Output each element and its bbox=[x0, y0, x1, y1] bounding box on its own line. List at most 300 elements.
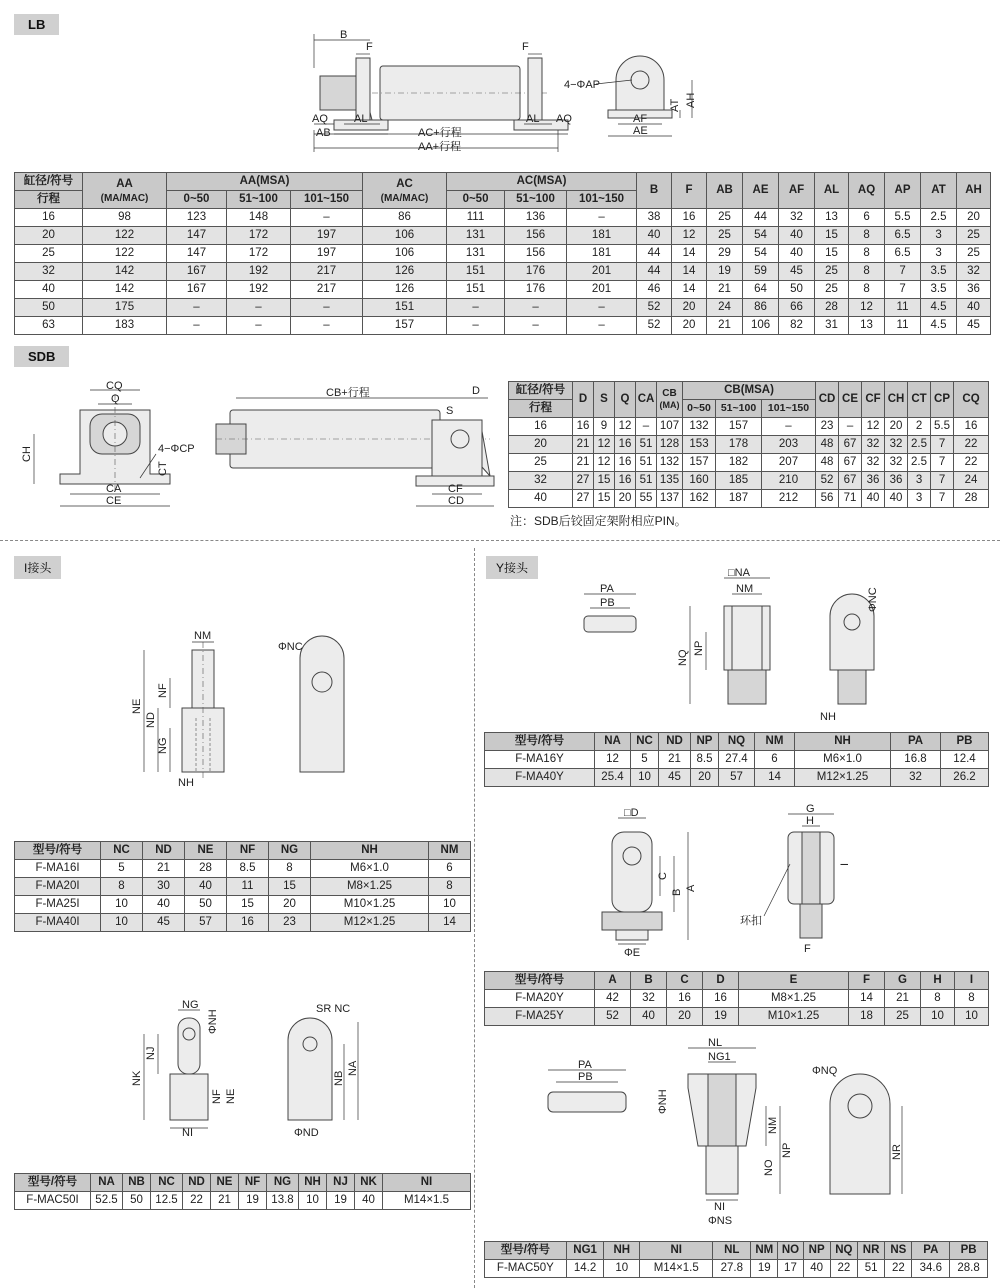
y-joint-shank bbox=[728, 670, 766, 704]
y3-label-nr: NR bbox=[891, 1144, 903, 1160]
table-cell: 12 bbox=[615, 418, 636, 436]
section-tag-sdb: SDB bbox=[14, 346, 69, 367]
i-table2-header bbox=[15, 1174, 471, 1192]
table-cell: 6 bbox=[849, 209, 885, 227]
drawing-shape bbox=[451, 430, 469, 448]
table-cell: 212 bbox=[762, 490, 816, 508]
i-table1-col-0: 型号/符号 bbox=[15, 842, 101, 860]
table-cell: – bbox=[167, 317, 227, 335]
y-table3-col-12: PB bbox=[950, 1242, 988, 1260]
table-cell: 50 bbox=[779, 281, 815, 299]
table-cell: 7 bbox=[885, 281, 921, 299]
lb-label-f1: F bbox=[366, 41, 373, 53]
sdb-th-s: S bbox=[594, 382, 615, 418]
table-cell: – bbox=[762, 418, 816, 436]
table-cell: 21 bbox=[573, 454, 594, 472]
y-joint-table-1 bbox=[484, 732, 989, 787]
table-cell: 12 bbox=[595, 751, 631, 769]
table-cell: 21 bbox=[143, 860, 185, 878]
table-cell: 28 bbox=[815, 299, 849, 317]
table-cell: 82 bbox=[779, 317, 815, 335]
lb-th-aa-sub: (MA/MAC) bbox=[100, 193, 149, 204]
table-cell: M14×1.5 bbox=[383, 1192, 471, 1210]
table-row bbox=[509, 490, 989, 508]
y-table2-col-8: H bbox=[921, 972, 955, 990]
table-cell: 40 bbox=[631, 1008, 667, 1026]
y-table2-col-0: 型号/符号 bbox=[485, 972, 595, 990]
sdb-th-cb-sub: (MA) bbox=[659, 400, 680, 410]
y-table2-col-4: D bbox=[703, 972, 739, 990]
y-table3-body bbox=[485, 1260, 988, 1278]
table-cell: F-MA40I bbox=[15, 914, 101, 932]
lb-th-ac-r2: 51~100 bbox=[505, 191, 567, 209]
table-row bbox=[15, 878, 471, 896]
drawing-shape bbox=[800, 904, 822, 938]
sdb-th-r1: 0~50 bbox=[683, 400, 716, 418]
section-tag-i-joint: I接头 bbox=[14, 556, 61, 579]
table-cell: 32 bbox=[779, 209, 815, 227]
table-cell: F-MA25Y bbox=[485, 1008, 595, 1026]
table-cell: 25 bbox=[957, 227, 991, 245]
y-table2-header bbox=[485, 972, 989, 990]
table-cell: 66 bbox=[779, 299, 815, 317]
table-cell: 51 bbox=[636, 436, 657, 454]
table-cell: 15 bbox=[227, 896, 269, 914]
table-cell: 20 bbox=[269, 896, 311, 914]
table-cell: 21 bbox=[211, 1192, 239, 1210]
lb-label-ah: AH bbox=[685, 92, 697, 108]
i-table1-col-7: NM bbox=[429, 842, 471, 860]
lb-label-al2: AL bbox=[526, 113, 540, 125]
table-cell: 26.2 bbox=[941, 769, 989, 787]
table-cell: 132 bbox=[657, 454, 683, 472]
table-cell: – bbox=[505, 317, 567, 335]
table-cell: 19 bbox=[327, 1192, 355, 1210]
lb-label-f2: F bbox=[522, 41, 529, 53]
i-table1-col-5: NG bbox=[269, 842, 311, 860]
i-table2-col-4: ND bbox=[183, 1174, 211, 1192]
sdb-label-cb: CB+行程 bbox=[326, 387, 370, 399]
table-cell: 156 bbox=[505, 227, 567, 245]
table-cell: 6.5 bbox=[885, 245, 921, 263]
table-cell: 46 bbox=[637, 281, 672, 299]
table-cell: 15 bbox=[815, 245, 849, 263]
table-cell: 38 bbox=[637, 209, 672, 227]
table-cell: 19 bbox=[707, 263, 743, 281]
table-cell: 8 bbox=[429, 878, 471, 896]
i-table1-body bbox=[15, 860, 471, 932]
lb-table-body bbox=[15, 209, 991, 335]
table-cell: 32 bbox=[885, 454, 908, 472]
table-cell: 12 bbox=[594, 436, 615, 454]
table-cell: – bbox=[567, 317, 637, 335]
y3-label-nq: ΦNQ bbox=[812, 1065, 838, 1077]
sdb-th-cp: CP bbox=[931, 382, 954, 418]
table-cell: 8.5 bbox=[227, 860, 269, 878]
lb-th-ae: AE bbox=[743, 173, 779, 209]
table-cell: 32 bbox=[862, 454, 885, 472]
table-cell: 27 bbox=[573, 490, 594, 508]
drawing-shape bbox=[623, 847, 641, 865]
table-cell: 106 bbox=[363, 227, 447, 245]
sdb-th-ce: CE bbox=[839, 382, 862, 418]
table-cell: 12 bbox=[672, 227, 707, 245]
table-cell: 40 bbox=[862, 490, 885, 508]
table-cell: 123 bbox=[167, 209, 227, 227]
y2-label-d: □D bbox=[624, 807, 639, 819]
table-row bbox=[15, 317, 991, 335]
sdb-label-cp: 4−ΦCP bbox=[158, 443, 195, 455]
sdb-th-cbmsa: CB(MSA) bbox=[683, 382, 816, 400]
table-row bbox=[485, 990, 989, 1008]
table-cell: 12 bbox=[849, 299, 885, 317]
i-joint-table-2 bbox=[14, 1173, 471, 1210]
table-cell: 183 bbox=[83, 317, 167, 335]
table-cell: 11 bbox=[885, 317, 921, 335]
i-table2-col-1: NA bbox=[91, 1174, 123, 1192]
table-cell: 122 bbox=[83, 245, 167, 263]
y2-label-e: ΦE bbox=[624, 947, 641, 959]
table-cell: 32 bbox=[862, 436, 885, 454]
i2-label-ng: NG bbox=[182, 999, 199, 1011]
i2-label-nk: NK bbox=[131, 1070, 143, 1086]
table-cell: 8 bbox=[849, 245, 885, 263]
table-cell: 176 bbox=[505, 281, 567, 299]
y-joint2-front bbox=[612, 832, 652, 912]
i1-label-nm: NM bbox=[194, 630, 212, 642]
lb-th-at: AT bbox=[921, 173, 957, 209]
lb-th-bore: 缸径/符号 bbox=[15, 173, 83, 191]
table-cell: 14.2 bbox=[566, 1260, 604, 1278]
table-cell: 27.4 bbox=[719, 751, 755, 769]
y2-label-c: C bbox=[657, 872, 669, 880]
table-cell: 29 bbox=[707, 245, 743, 263]
y-table3-col-4: NL bbox=[713, 1242, 751, 1260]
y-joint-table-3 bbox=[484, 1241, 988, 1278]
table-cell: 6.5 bbox=[885, 227, 921, 245]
table-cell: F-MAC50I bbox=[15, 1192, 91, 1210]
y-table3-col-2: NH bbox=[604, 1242, 640, 1260]
i-table1-header bbox=[15, 842, 471, 860]
table-cell: 67 bbox=[839, 454, 862, 472]
table-cell: – bbox=[567, 299, 637, 317]
lb-th-aa-r3: 101~150 bbox=[291, 191, 363, 209]
i-table1-col-3: NE bbox=[185, 842, 227, 860]
y-table3-col-1: NG1 bbox=[566, 1242, 604, 1260]
i1-label-ne: NE bbox=[131, 698, 143, 714]
table-cell: 25 bbox=[707, 227, 743, 245]
table-cell: 14 bbox=[672, 281, 707, 299]
lb-th-aa-r1: 0~50 bbox=[167, 191, 227, 209]
table-cell: 135 bbox=[657, 472, 683, 490]
table-row bbox=[485, 1008, 989, 1026]
table-cell: 14 bbox=[849, 990, 885, 1008]
i-table1-col-2: ND bbox=[143, 842, 185, 860]
table-cell: M6×1.0 bbox=[795, 751, 891, 769]
table-cell: 16 bbox=[615, 454, 636, 472]
table-cell: 23 bbox=[269, 914, 311, 932]
table-cell: 167 bbox=[167, 281, 227, 299]
table-cell: 151 bbox=[363, 299, 447, 317]
table-cell: 28 bbox=[185, 860, 227, 878]
table-cell: 5.5 bbox=[931, 418, 954, 436]
table-cell: 40 bbox=[779, 245, 815, 263]
table-cell: 10 bbox=[955, 1008, 989, 1026]
lb-label-b: B bbox=[340, 29, 348, 41]
y3-label-ns: ΦNS bbox=[708, 1215, 733, 1227]
i-joint-drawing-2 bbox=[130, 1000, 370, 1140]
table-cell: F-MA20I bbox=[15, 878, 101, 896]
table-cell: 40 bbox=[779, 227, 815, 245]
table-cell: – bbox=[447, 299, 505, 317]
lb-th-ac-r1: 0~50 bbox=[447, 191, 505, 209]
table-cell: 5 bbox=[101, 860, 143, 878]
i2-label-na: NA bbox=[347, 1060, 359, 1076]
y-table3-col-11: PA bbox=[912, 1242, 950, 1260]
table-row bbox=[509, 436, 989, 454]
table-cell: 16 bbox=[615, 436, 636, 454]
y3-label-no: NO bbox=[763, 1159, 775, 1176]
table-cell: F-MA20Y bbox=[485, 990, 595, 1008]
table-cell: 15 bbox=[269, 878, 311, 896]
table-row bbox=[15, 263, 991, 281]
table-cell: 45 bbox=[779, 263, 815, 281]
table-cell: 40 bbox=[509, 490, 573, 508]
lb-label-at: AT bbox=[669, 98, 681, 112]
table-cell: 13 bbox=[815, 209, 849, 227]
table-cell: 50 bbox=[15, 299, 83, 317]
y2-label-a: A bbox=[685, 884, 697, 892]
y-joint-drawing-3 bbox=[540, 1034, 920, 1230]
table-cell: 25 bbox=[957, 245, 991, 263]
table-cell: 40 bbox=[803, 1260, 830, 1278]
table-cell: 16 bbox=[667, 990, 703, 1008]
i-table2-col-10: NK bbox=[355, 1174, 383, 1192]
i2-label-nb: NB bbox=[333, 1070, 345, 1086]
table-cell: 25 bbox=[885, 1008, 921, 1026]
y2-label-b: B bbox=[671, 888, 683, 896]
lb-th-aa: AA bbox=[116, 178, 133, 190]
table-cell: 31 bbox=[815, 317, 849, 335]
table-cell: 57 bbox=[719, 769, 755, 787]
lb-th-f: F bbox=[672, 173, 707, 209]
table-cell: 12 bbox=[862, 418, 885, 436]
sdb-th-bore: 缸径/符号 bbox=[509, 382, 573, 400]
table-cell: 21 bbox=[885, 990, 921, 1008]
sdb-th-cd: CD bbox=[816, 382, 839, 418]
table-cell: 15 bbox=[815, 227, 849, 245]
i1-label-nc: ΦNC bbox=[278, 641, 303, 653]
table-cell: 19 bbox=[239, 1192, 267, 1210]
y-table2-col-5: E bbox=[739, 972, 849, 990]
table-cell: 19 bbox=[751, 1260, 778, 1278]
i-table2-body bbox=[15, 1192, 471, 1210]
table-cell: 12.5 bbox=[151, 1192, 183, 1210]
table-cell: 19 bbox=[703, 1008, 739, 1026]
y-table3-col-8: NQ bbox=[830, 1242, 857, 1260]
table-cell: 2.5 bbox=[908, 454, 931, 472]
table-cell: 131 bbox=[447, 227, 505, 245]
y-joint3-pin bbox=[548, 1092, 626, 1112]
table-cell: 106 bbox=[363, 245, 447, 263]
lb-label-aq2: AQ bbox=[556, 113, 572, 125]
table-cell: 6 bbox=[429, 860, 471, 878]
y1-label-nh: NH bbox=[820, 711, 836, 723]
table-cell: 11 bbox=[227, 878, 269, 896]
i2-label-ni: NI bbox=[182, 1127, 193, 1139]
table-cell: 21 bbox=[573, 436, 594, 454]
i-table2-col-2: NB bbox=[123, 1174, 151, 1192]
y-table2-col-6: F bbox=[849, 972, 885, 990]
table-row bbox=[485, 751, 989, 769]
lb-label-ab: AB bbox=[316, 127, 331, 139]
table-cell: 32 bbox=[891, 769, 941, 787]
i-table2-col-3: NC bbox=[151, 1174, 183, 1192]
table-cell: 126 bbox=[363, 281, 447, 299]
i2-label-ne: NE bbox=[225, 1088, 237, 1104]
table-cell: 8 bbox=[269, 860, 311, 878]
table-cell: F-MA16I bbox=[15, 860, 101, 878]
sdb-label-cd: CD bbox=[448, 495, 464, 507]
i-table2-col-11: NI bbox=[383, 1174, 471, 1192]
table-cell: 13.8 bbox=[267, 1192, 299, 1210]
table-cell: – bbox=[839, 418, 862, 436]
sdb-th-d: D bbox=[573, 382, 594, 418]
lb-th-acmsa: AC(MSA) bbox=[447, 173, 637, 191]
table-cell: 51 bbox=[636, 454, 657, 472]
drawing-shape bbox=[848, 1094, 872, 1118]
table-cell: 16.8 bbox=[891, 751, 941, 769]
lb-label-aq1: AQ bbox=[312, 113, 328, 125]
table-cell: 2.5 bbox=[908, 436, 931, 454]
table-cell: 7 bbox=[931, 454, 954, 472]
table-row bbox=[15, 860, 471, 878]
table-cell: 157 bbox=[683, 454, 716, 472]
sdb-label-ce: CE bbox=[106, 495, 122, 507]
table-cell: 137 bbox=[657, 490, 683, 508]
i1-label-nd: ND bbox=[145, 712, 157, 728]
table-cell: 4.5 bbox=[921, 299, 957, 317]
y2-label-g: G bbox=[806, 803, 815, 815]
table-cell: 151 bbox=[447, 263, 505, 281]
table-cell: 147 bbox=[167, 245, 227, 263]
table-cell: 148 bbox=[227, 209, 291, 227]
table-cell: 14 bbox=[672, 245, 707, 263]
table-cell: 20 bbox=[672, 299, 707, 317]
table-cell: 10 bbox=[101, 914, 143, 932]
lb-label-aa: AA+行程 bbox=[418, 141, 462, 153]
table-cell: 5.5 bbox=[885, 209, 921, 227]
table-cell: 185 bbox=[716, 472, 762, 490]
table-cell: 107 bbox=[657, 418, 683, 436]
i2-label-srnc: SR NC bbox=[316, 1003, 351, 1015]
table-cell: 48 bbox=[816, 436, 839, 454]
y3-label-ni: NI bbox=[714, 1201, 725, 1213]
lb-th-b: B bbox=[637, 173, 672, 209]
table-cell: 44 bbox=[743, 209, 779, 227]
table-cell: 32 bbox=[509, 472, 573, 490]
table-cell: 14 bbox=[755, 769, 795, 787]
sdb-drawing bbox=[20, 380, 500, 520]
table-cell: 126 bbox=[363, 263, 447, 281]
table-cell: 30 bbox=[143, 878, 185, 896]
sdb-th-q: Q bbox=[615, 382, 636, 418]
table-cell: 25 bbox=[15, 245, 83, 263]
table-cell: 3 bbox=[921, 245, 957, 263]
sdb-th-ch: CH bbox=[885, 382, 908, 418]
table-cell: 3 bbox=[908, 472, 931, 490]
table-cell: 153 bbox=[683, 436, 716, 454]
lb-label-ae: AE bbox=[633, 125, 648, 137]
table-cell: – bbox=[291, 209, 363, 227]
table-cell: 20 bbox=[15, 227, 83, 245]
table-row bbox=[509, 472, 989, 490]
table-cell: 16 bbox=[15, 209, 83, 227]
drawing-shape bbox=[631, 71, 649, 89]
table-cell: 86 bbox=[363, 209, 447, 227]
i-joint-table-1 bbox=[14, 841, 471, 932]
table-cell: 24 bbox=[954, 472, 989, 490]
table-cell: 8 bbox=[849, 263, 885, 281]
sdb-label-q: Q bbox=[111, 393, 120, 405]
y-table2-col-3: C bbox=[667, 972, 703, 990]
table-cell: M14×1.5 bbox=[640, 1260, 713, 1278]
table-cell: F-MAC50Y bbox=[485, 1260, 567, 1278]
table-cell: 10 bbox=[429, 896, 471, 914]
table-cell: 52 bbox=[816, 472, 839, 490]
table-cell: 34.6 bbox=[912, 1260, 950, 1278]
table-cell: 52 bbox=[637, 317, 672, 335]
table-cell: 157 bbox=[363, 317, 447, 335]
table-cell: 175 bbox=[83, 299, 167, 317]
y-table3-col-10: NS bbox=[885, 1242, 912, 1260]
table-cell: 52 bbox=[637, 299, 672, 317]
sdb-th-cq: CQ bbox=[954, 382, 989, 418]
table-cell: 12 bbox=[594, 454, 615, 472]
y-table1-body bbox=[485, 751, 989, 787]
table-cell: 63 bbox=[15, 317, 83, 335]
table-cell: 27 bbox=[573, 472, 594, 490]
i-joint-side-view bbox=[300, 636, 344, 772]
table-cell: 21 bbox=[659, 751, 691, 769]
table-cell: – bbox=[636, 418, 657, 436]
table-cell: 67 bbox=[839, 472, 862, 490]
i-joint2-side-view bbox=[288, 1018, 332, 1120]
sdb-th-cb: CB bbox=[662, 388, 677, 399]
y-table1-col-2: NC bbox=[631, 733, 659, 751]
table-row bbox=[15, 914, 471, 932]
y-table3-header bbox=[485, 1242, 988, 1260]
table-cell: 16 bbox=[703, 990, 739, 1008]
y2-label-h: H bbox=[806, 815, 814, 827]
y-joint-table-2 bbox=[484, 971, 989, 1026]
table-cell: 7 bbox=[931, 490, 954, 508]
table-cell: 32 bbox=[957, 263, 991, 281]
i2-label-nd: ΦND bbox=[294, 1127, 319, 1139]
lb-th-ab: AB bbox=[707, 173, 743, 209]
table-cell: 210 bbox=[762, 472, 816, 490]
column-divider bbox=[474, 548, 475, 1288]
i-table2-col-7: NG bbox=[267, 1174, 299, 1192]
table-cell: 36 bbox=[862, 472, 885, 490]
lb-th-af: AF bbox=[779, 173, 815, 209]
sdb-label-ch: CH bbox=[21, 446, 33, 462]
y-table3-col-6: NO bbox=[778, 1242, 803, 1260]
lb-th-aa-r2: 51~100 bbox=[227, 191, 291, 209]
table-cell: 203 bbox=[762, 436, 816, 454]
section-tag-lb: LB bbox=[14, 14, 59, 35]
table-cell: 142 bbox=[83, 281, 167, 299]
